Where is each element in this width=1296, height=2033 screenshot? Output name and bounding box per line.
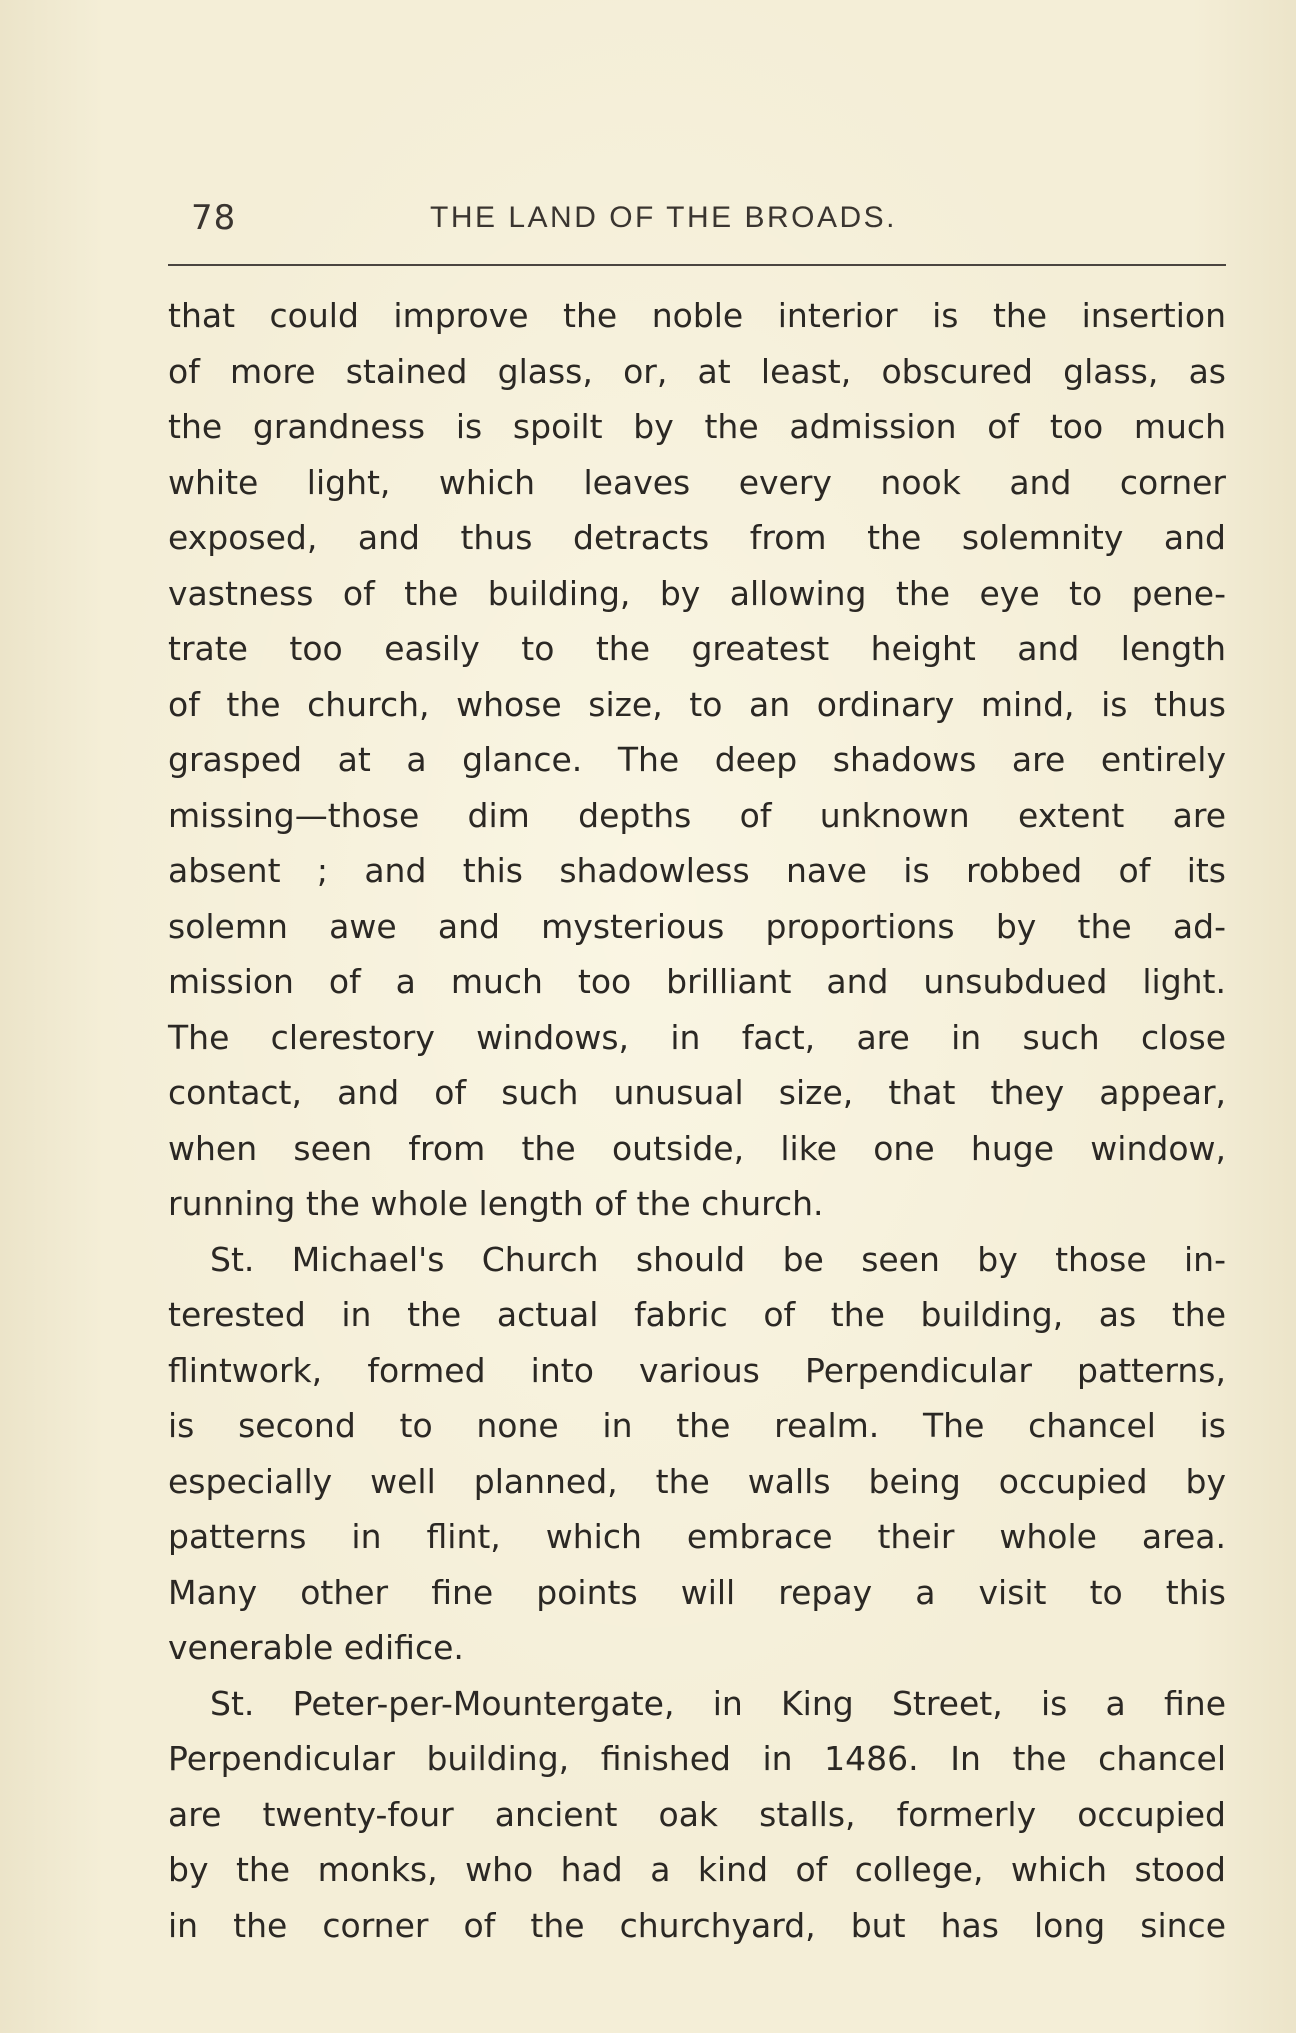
text-line: in the corner of the churchyard, but has long since bbox=[168, 1905, 1226, 1945]
text-line: contact, and of such unusual size, that they appear, bbox=[168, 1073, 1226, 1112]
text-line: patterns in flint, which embrace their whole area. bbox=[168, 1517, 1226, 1556]
text-line: mission of a much too brilliant and unsubdued light. bbox=[168, 962, 1226, 1001]
body-text bbox=[168, 288, 1226, 1953]
text-line: St. Peter-per-Mountergate, in King Street, is a fine bbox=[210, 1683, 1226, 1723]
header-rule bbox=[168, 264, 1226, 266]
text-line: Perpendicular building, finished in 1486. In the chancel bbox=[168, 1739, 1226, 1778]
text-line: venerable edifice. bbox=[168, 1628, 464, 1667]
text-line: are twenty-four ancient oak stalls, formerly occupied bbox=[168, 1794, 1226, 1834]
text-line: of the church, whose size, to an ordinary mind, is thus bbox=[168, 684, 1226, 724]
text-line: trate too easily to the greatest height and length bbox=[168, 629, 1226, 668]
running-title: THE LAND OF THE BROADS. bbox=[430, 201, 898, 234]
text-line: the grandness is spoilt by the admission of too much bbox=[168, 407, 1226, 446]
text-line: flintwork, formed into various Perpendicular patterns, bbox=[168, 1350, 1226, 1390]
text-line: running the whole length of the church. bbox=[168, 1184, 824, 1223]
text-line: Many other fine points will repay a visit to this bbox=[168, 1572, 1226, 1612]
text-line: exposed, and thus detracts from the solemnity and bbox=[168, 518, 1226, 557]
text-line: The clerestory windows, in fact, are in such close bbox=[168, 1017, 1226, 1057]
text-line: absent ; and this shadowless nave is robbed of its bbox=[168, 851, 1226, 890]
text-line: especially well planned, the walls being occupied by bbox=[168, 1461, 1226, 1501]
text-line: is second to none in the realm. The chancel is bbox=[168, 1406, 1226, 1445]
text-line: by the monks, who had a kind of college, which stood bbox=[168, 1850, 1226, 1889]
text-line: that could improve the noble interior is the insertion bbox=[168, 296, 1226, 335]
text-line: grasped at a glance. The deep shadows are entirely bbox=[168, 740, 1226, 779]
text-line: vastness of the building, by allowing the eye to pene- bbox=[168, 573, 1226, 613]
text-line: of more stained glass, or, at least, obscured glass, as bbox=[168, 351, 1226, 391]
text-line: solemn awe and mysterious proportions by the ad- bbox=[168, 906, 1226, 946]
page-header bbox=[168, 198, 1226, 248]
text-line: terested in the actual fabric of the building, as the bbox=[168, 1295, 1226, 1334]
text-line: St. Michael's Church should be seen by those in- bbox=[210, 1239, 1226, 1279]
page-number: 78 bbox=[191, 198, 237, 238]
text-line: missing—those dim depths of unknown extent are bbox=[168, 795, 1226, 835]
text-line: white light, which leaves every nook and corner bbox=[168, 462, 1226, 502]
text-line: when seen from the outside, like one huge window, bbox=[168, 1128, 1226, 1168]
